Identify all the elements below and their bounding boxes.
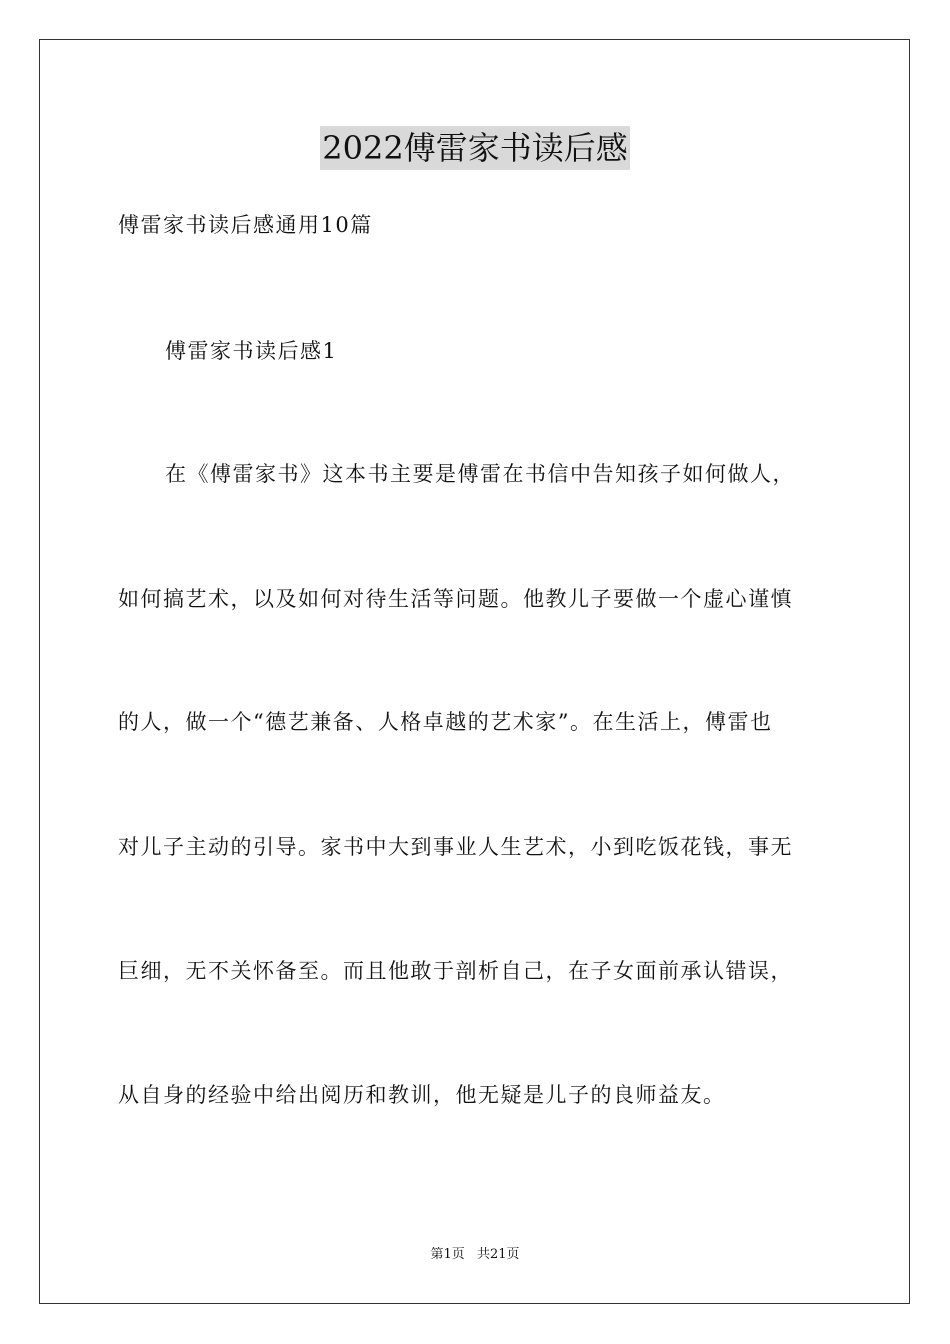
page-number-current: 第1页 [430,1247,465,1262]
paragraph-line-3: 的人，做一个“德艺兼备、人格卓越的艺术家”。在生活上，傅雷也 [118,710,773,734]
page-footer [0,1246,950,1264]
paragraph-line-2: 如何搞艺术，以及如何对待生活等问题。他教儿子要做一个虚心谨慎 [118,587,793,611]
paragraph-line-1: 在《傅雷家书》这本书主要是傅雷在书信中告知孩子如何做人， [165,462,795,486]
document-subtitle: 傅雷家书读后感通用10篇 [118,213,373,237]
page-number-total: 共21页 [476,1247,520,1262]
title-container [0,126,950,170]
paragraph-line-4: 对儿子主动的引导。家书中大到事业人生艺术，小到吃饭花钱，事无 [118,835,793,859]
section-heading: 傅雷家书读后感1 [165,339,338,363]
paragraph-line-6: 从自身的经验中给出阅历和教训，他无疑是儿子的良师益友。 [118,1083,726,1107]
document-title: 2022傅雷家书读后感 [320,126,629,170]
paragraph-line-5: 巨细，无不关怀备至。而且他敢于剖析自己，在子女面前承认错误， [118,959,793,983]
